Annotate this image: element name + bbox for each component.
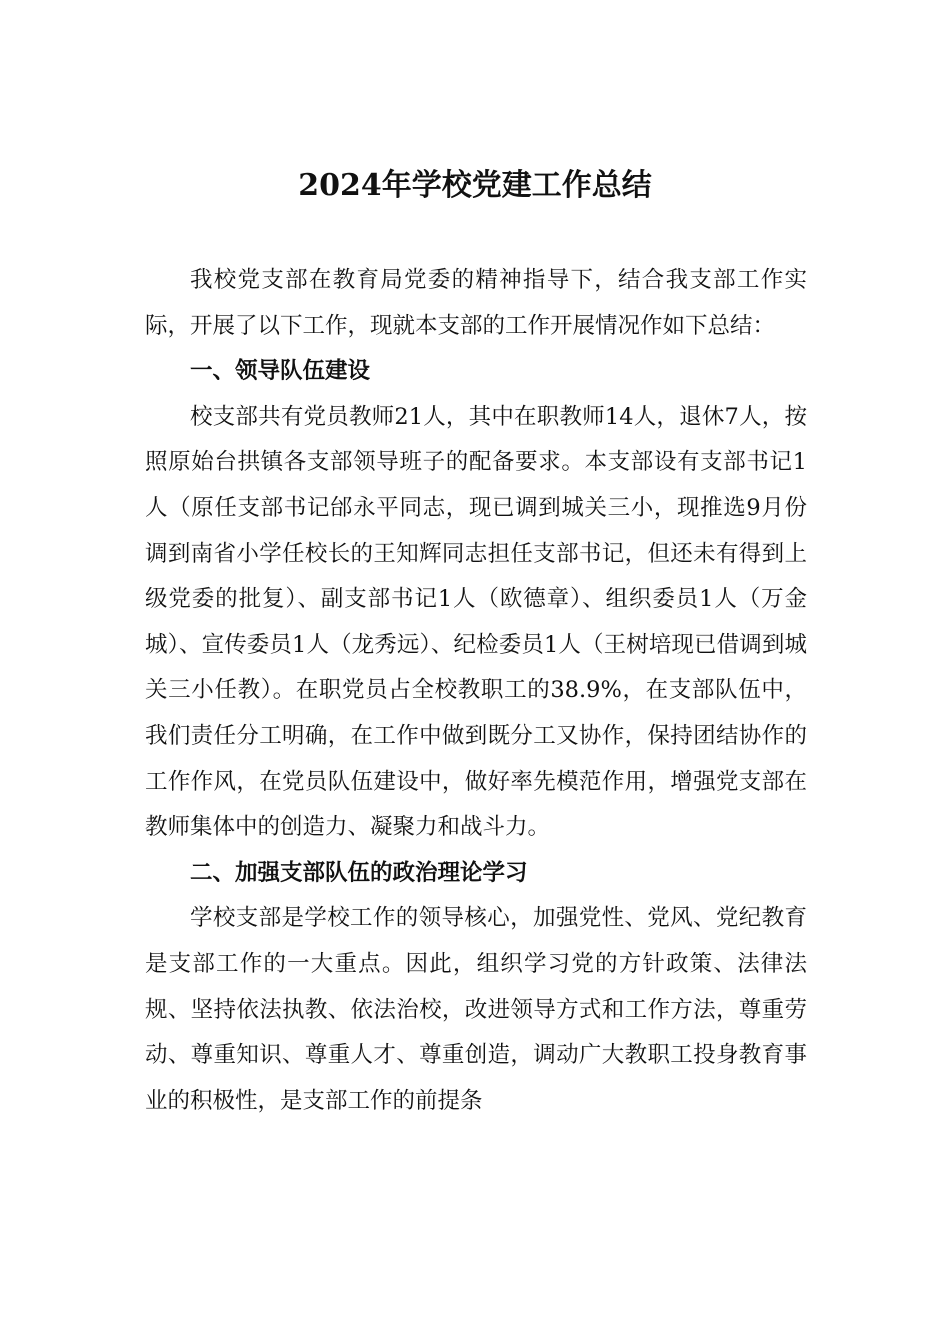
section-paragraph-leadership: 校支部共有党员教师21人，其中在职教师14人，退休7人，按照原始台拱镇各支部领导班子的配备要求。本支部设有支部书记1人（原任支部书记邰永平同志，现已调到城关三小，现推选9月份调到南省小学任校长的王知辉同志担任支部书记，但还未有得到上级党委的批复）、副支部书记1人（欧德章）、组织委员1人（万金城）、宣传委员1人（龙秀远）、纪检委员1人（王树培现已借调到城关三小任教）。在职党员占全校教职工的38.9%，在支部队伍中，我们责任分工明确，在工作中做到既分工又协作，保持团结协作的工作作风，在党员队伍建设中，做好率先模范作用，增强党支部在教师集体中的创造力、凝聚力和战斗力。 <box>145 403 807 841</box>
section-paragraph-political-study: 学校支部是学校工作的领导核心，加强党性、党风、党纪教育是支部工作的一大重点。因此，组织学习党的方针政策、法律法规、坚持依法执教、依法治校，改进领导方式和工作方法，尊重劳动、尊重知识、尊重人才、尊重创造，调动广大教职工投身教育事业的积极性，是支部工作的前提条 <box>145 905 807 1114</box>
document-title: 2024年学校党建工作总结 <box>298 168 652 203</box>
intro-paragraph: 我校党支部在教育局党委的精神指导下，结合我支部工作实际，开展了以下工作，现就本支部的工作开展情况作如下总结： <box>145 267 807 339</box>
document-body <box>145 258 807 1124</box>
section-heading-political-study: 二、加强支部队伍的政治理论学习 <box>190 859 528 886</box>
section-heading-leadership: 一、领导队伍建设 <box>190 358 371 385</box>
